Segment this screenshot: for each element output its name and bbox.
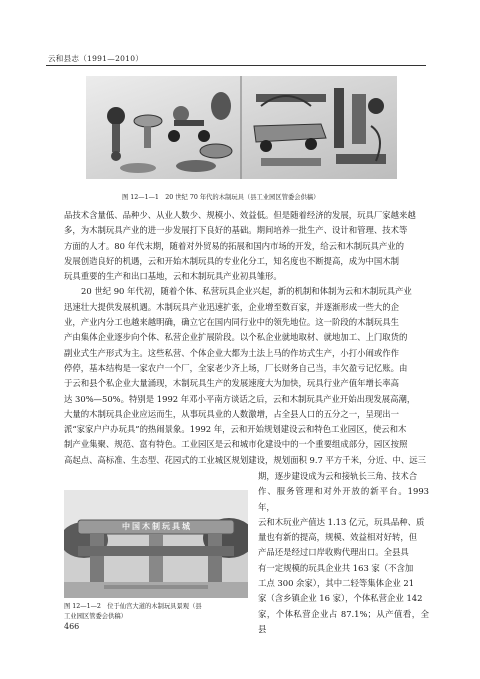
paragraph-line: 期，逐步建设成为云和接轨长三角、技术合	[258, 471, 418, 481]
paragraph-line: 20 世纪 90 年代初，随着个体、私营玩具企业兴起，新的机制和体制为云和木制玩具产业	[81, 286, 412, 297]
figure-1-photo	[86, 76, 397, 179]
page-number: 466	[64, 622, 80, 631]
gate-banner-text: 中国木制玩具城	[122, 521, 192, 531]
paragraph-line: 工点 300 余家），其中二轻等集体企业 21	[258, 578, 415, 589]
paragraph-line: 云和木玩业产值达 1.13 亿元，玩具品种、质	[258, 516, 425, 527]
paragraph-line: 作、服务管理和对外开放的新平台。1993年，	[258, 486, 429, 512]
paragraph-line: 停停，基本结构是一家农户一个厂，全家老少齐上场，厂长财务自己当，丰欠盈亏记忆账。由	[64, 362, 408, 373]
paragraph-line: 大量的木制玩具企业应运而生，从事玩具业的人数激增，占全县人口的五分之一，呈现出一	[64, 408, 399, 419]
figure-1-caption: 图 12—1—1 20 世纪 70 年代的木制玩具（县工业园区管委会供稿）	[122, 194, 320, 201]
paragraph-line: 业，产业内分工也越来越明确，确立它在国内同行业中的领先地位。这一阶段的木制玩具生	[64, 317, 399, 328]
paragraph-line: 量也有新的提高，规模、效益相对好转，但	[258, 532, 418, 543]
paragraph-line: 发展创造良好的机遇，云和开始木制玩具的专业化分工，知名度也不断提高，成为中国木制	[64, 255, 399, 266]
paragraph-line: 玩具重要的生产和出口基地，云和木制玩具产业初具雏形。	[64, 271, 282, 282]
header-rule	[46, 65, 426, 66]
body-text-full-width	[64, 208, 429, 468]
paragraph-line: 产由集体企业逐步向个体、私营企业扩展阶段。以个私企业就地取材、就地加工、上门取货的	[64, 332, 408, 343]
caption-line: 图 12—1—2 位于仙宫大道的木制玩具景观（县	[64, 603, 202, 610]
paragraph-line: 副业式生产形式为主。这些私营、个体企业大都为土法上马的作坊式生产，小打小闹或作作	[64, 347, 399, 358]
paragraph-line: 派“家家户户办玩具”的热闹景象。1992 年，云和开始规划建设云和特色工业园区，使云和木	[64, 424, 407, 435]
paragraph-line: 家（含乡镇企业 16 家），个体私营企业 142	[258, 593, 423, 604]
paragraph-line: 达 30%—50%。特别是 1992 年邓小平南方谈话之后，云和木制玩具产业开始出现发展高潮，	[64, 393, 416, 404]
paragraph-line: 于云和县个私企业大量涌现，木制玩具生产的发展速度大为加快，玩具行业产值年增长率高	[64, 378, 399, 389]
paragraph-line: 有一定规模的玩具企业共 163 家（不含加	[258, 562, 414, 573]
caption-line: 工业园区管委会供稿）	[64, 613, 127, 620]
paragraph-line: 制产业集聚、规范、富有特色。工业园区是云和城市化建设中的一个重要组成部分，园区按照	[64, 439, 408, 450]
body-text-narrow-column	[258, 469, 429, 637]
paragraph-line: 方面的人才。80 年代末期，随着对外贸易的拓展和国内市场的开发，给云和木制玩具产业的	[64, 240, 404, 251]
paragraph-line: 产品还是经过口岸收购代理出口。全县具	[258, 547, 409, 558]
running-head: 云和县志（1991—2010）	[48, 54, 144, 63]
figure-2-caption	[64, 602, 250, 622]
figure-2-photo	[64, 490, 248, 598]
paragraph-line: 迅速壮大提供发展机遇。木制玩具产业迅速扩张，企业增至数百家，并逐渐形成一些大的企	[64, 301, 399, 312]
paragraph-line: 高起点、高标准、生态型、花园式的工业城区规划建设，规划面积 9.7 平方千米，分近、中、远三	[64, 454, 427, 465]
paragraph-line: 多，为木制玩具产业的进一步发展打下良好的基础。期间培养一批生产、设计和管理、技术等	[64, 225, 408, 236]
paragraph-line: 品技术含量低、品种少、从业人数少、规模小、效益低。但是随着经济的发展，玩具厂家越来越	[64, 210, 416, 220]
paragraph-line: 家，个体私营企业占 87.1%；从产值看，全县	[258, 608, 429, 634]
